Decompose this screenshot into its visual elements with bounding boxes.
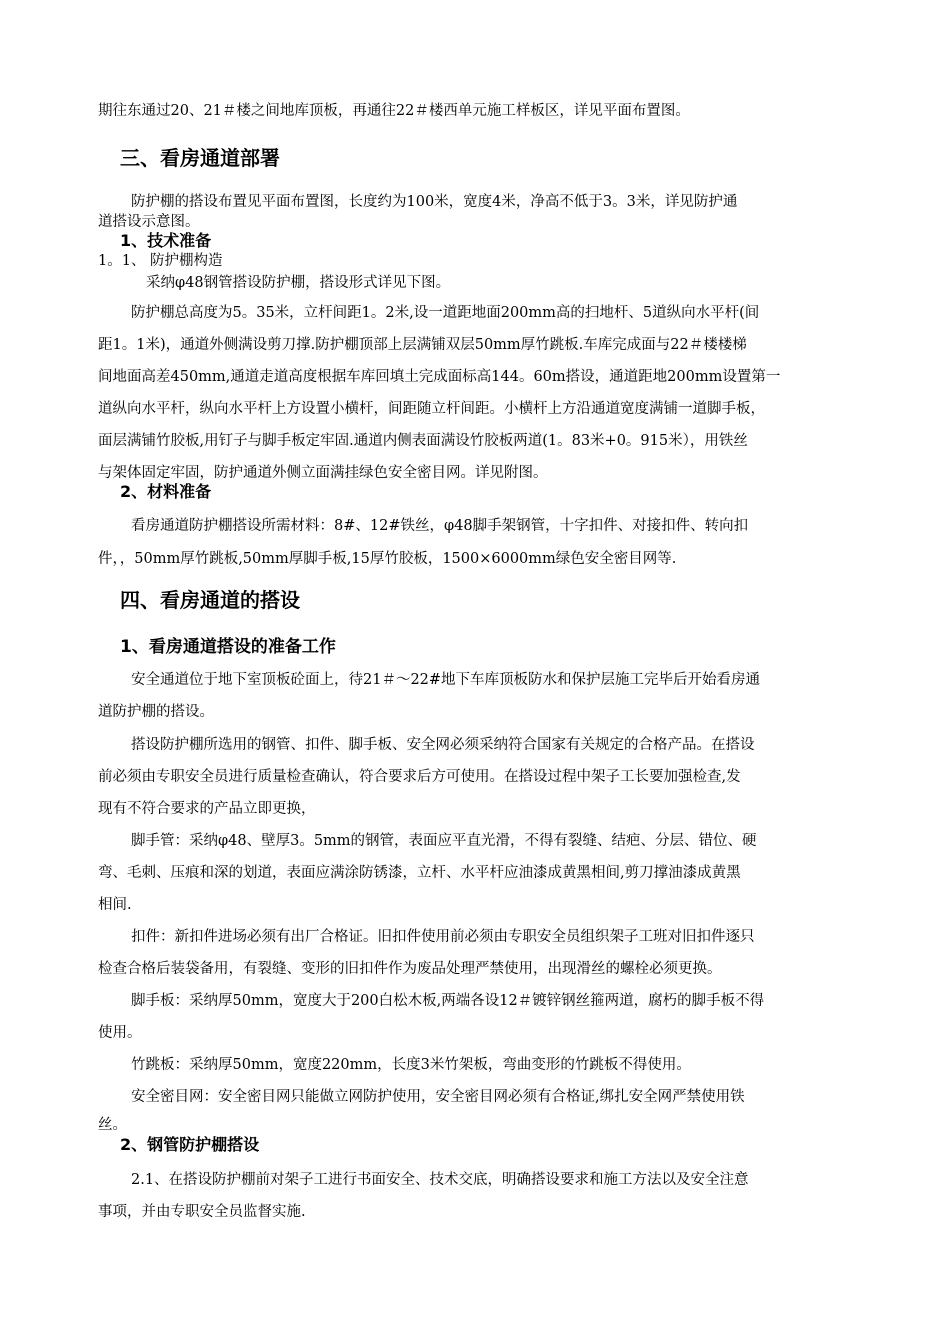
section-4-para-8-line-1: 2.1、在搭设防护棚前对架子工进行书面安全、技术交底，明确搭设要求和施工方法以及安全注意 [131, 1172, 749, 1188]
section-3-para-3-line-1: 防护棚总高度为5。35米，立杆间距1。2米,设一道距地面200mm高的扫地杆、5道纵向水平杆(间 [131, 305, 760, 321]
section-3-para-3-line-2: 距1。1米)，通道外侧满设剪刀撑.防护棚顶部上层满铺双层50mm厚竹跳板.车库完成面与22＃楼楼梯 [98, 337, 747, 353]
section-4-para-4-line-1: 扣件：新扣件进场必须有出厂合格证。旧扣件使用前必须由专职安全员组织架子工班对旧扣件逐只 [131, 929, 755, 945]
section-3-para-3-line-4: 道纵向水平杆，纵向水平杆上方设置小横杆，间距随立杆间距。小横杆上方沿通道宽度满铺一道脚手板， [98, 401, 765, 417]
section-4-para-3-line-2: 弯、毛刺、压痕和深的划道，表面应满涂防锈漆，立杆、水平杆应油漆成黄黑相间,剪刀撑油漆成黄黑 [98, 865, 741, 881]
section-4-para-5-line-1: 脚手板：采纳厚50mm，宽度大于200白松木板,两端各设12＃镀锌钢丝箍两道，腐朽的脚手板不得 [131, 993, 765, 1009]
section-4-para-4-line-2: 检查合格后装袋备用，有裂缝、变形的旧扣件作为废品处理严禁使用，出现滑丝的螺栓必须更换。 [98, 961, 722, 977]
subsection-steel-canopy-erection: 2、钢管防护棚搭设 [120, 1135, 260, 1154]
subsection-technical-prep: 1、技术准备 [120, 231, 212, 250]
section-3-para-4-line-2: 件，，50mm厚竹跳板,50mm厚脚手板,15厚竹胶板，1500×6000mm绿色安全密目网等. [98, 551, 677, 567]
subsection-walkway-prep-work: 1、看房通道搭设的准备工作 [120, 637, 336, 657]
section-4-para-3-line-1: 脚手管：采纳φ48、壁厚3。5mm的钢管，表面应平直光滑，不得有裂缝、结疤、分层、错位、硬 [131, 833, 757, 849]
section-4-para-6: 竹跳板：采纳厚50mm，宽度220mm，长度3米竹架板，弯曲变形的竹跳板不得使用。 [131, 1057, 691, 1073]
section-4-para-5-line-2: 使用。 [98, 1025, 142, 1041]
section-3-para-1-line-1: 防护棚的搭设布置见平面布置图，长度约为100米，宽度4米，净高不低于3。3米，详见防护通 [131, 194, 738, 210]
subsection-canopy-structure: 1。1、 防护棚构造 [98, 253, 223, 269]
section-3-para-1-line-2: 道搭设示意图。 [98, 214, 200, 230]
section-4-para-2-line-1: 搭设防护棚所选用的钢管、扣件、脚手板、安全网必须采纳符合国家有关规定的合格产品。在搭设 [131, 737, 755, 753]
section-4-para-3-line-3: 相间. [98, 897, 132, 913]
section-3-para-3-line-3: 间地面高差450mm,通道走道高度根据车库回填土完成面标高144。60m搭设，通道距地200mm设置第一 [98, 369, 781, 385]
section-3-para-3-line-5: 面层满铺竹胶板,用钉子与脚手板定牢固.通道内侧表面满设竹胶板两道(1。83米+0。915米），用铁丝 [98, 433, 748, 449]
section-4-para-1-line-2: 道防护棚的搭设。 [98, 704, 214, 720]
section-4-para-7-line-2: 丝。 [98, 1117, 127, 1133]
section-4-para-2-line-2: 前必须由专职安全员进行质量检查确认，符合要求后方可使用。在搭设过程中架子工长要加强检查,发 [98, 769, 741, 785]
section-4-para-1-line-1: 安全通道位于地下室顶板砼面上，待21＃～22#地下车库顶板防水和保护层施工完毕后开始看房通 [131, 672, 761, 688]
section-3-para-2: 采纳φ48钢管搭设防护棚，搭设形式详见下图。 [146, 275, 451, 291]
section-4-para-2-line-3: 现有不符合要求的产品立即更换， [98, 801, 316, 817]
section-4-para-8-line-2: 事项，并由专职安全员监督实施. [98, 1204, 306, 1220]
section-3-para-3-line-6: 与架体固定牢固，防护通道外侧立面满挂绿色安全密目网。详见附图。 [98, 465, 548, 481]
intro-line: 期往东通过20、21＃楼之间地库顶板，再通往22＃楼西单元施工样板区，详见平面布置图。 [98, 103, 690, 119]
section-4-para-7-line-1: 安全密目网：安全密目网只能做立网防护使用，安全密目网必须有合格证,绑扎安全网严禁使用铁 [131, 1089, 745, 1105]
section-3-para-4-line-1: 看房通道防护棚搭设所需材料：8#、12#铁丝，φ48脚手架钢管，十字扣件、对接扣件、转向扣 [131, 518, 749, 534]
subsection-material-prep: 2、材料准备 [120, 482, 212, 501]
section-4-title: 四、看房通道的搭设 [120, 588, 300, 612]
section-3-title: 三、看房通道部署 [120, 146, 280, 170]
